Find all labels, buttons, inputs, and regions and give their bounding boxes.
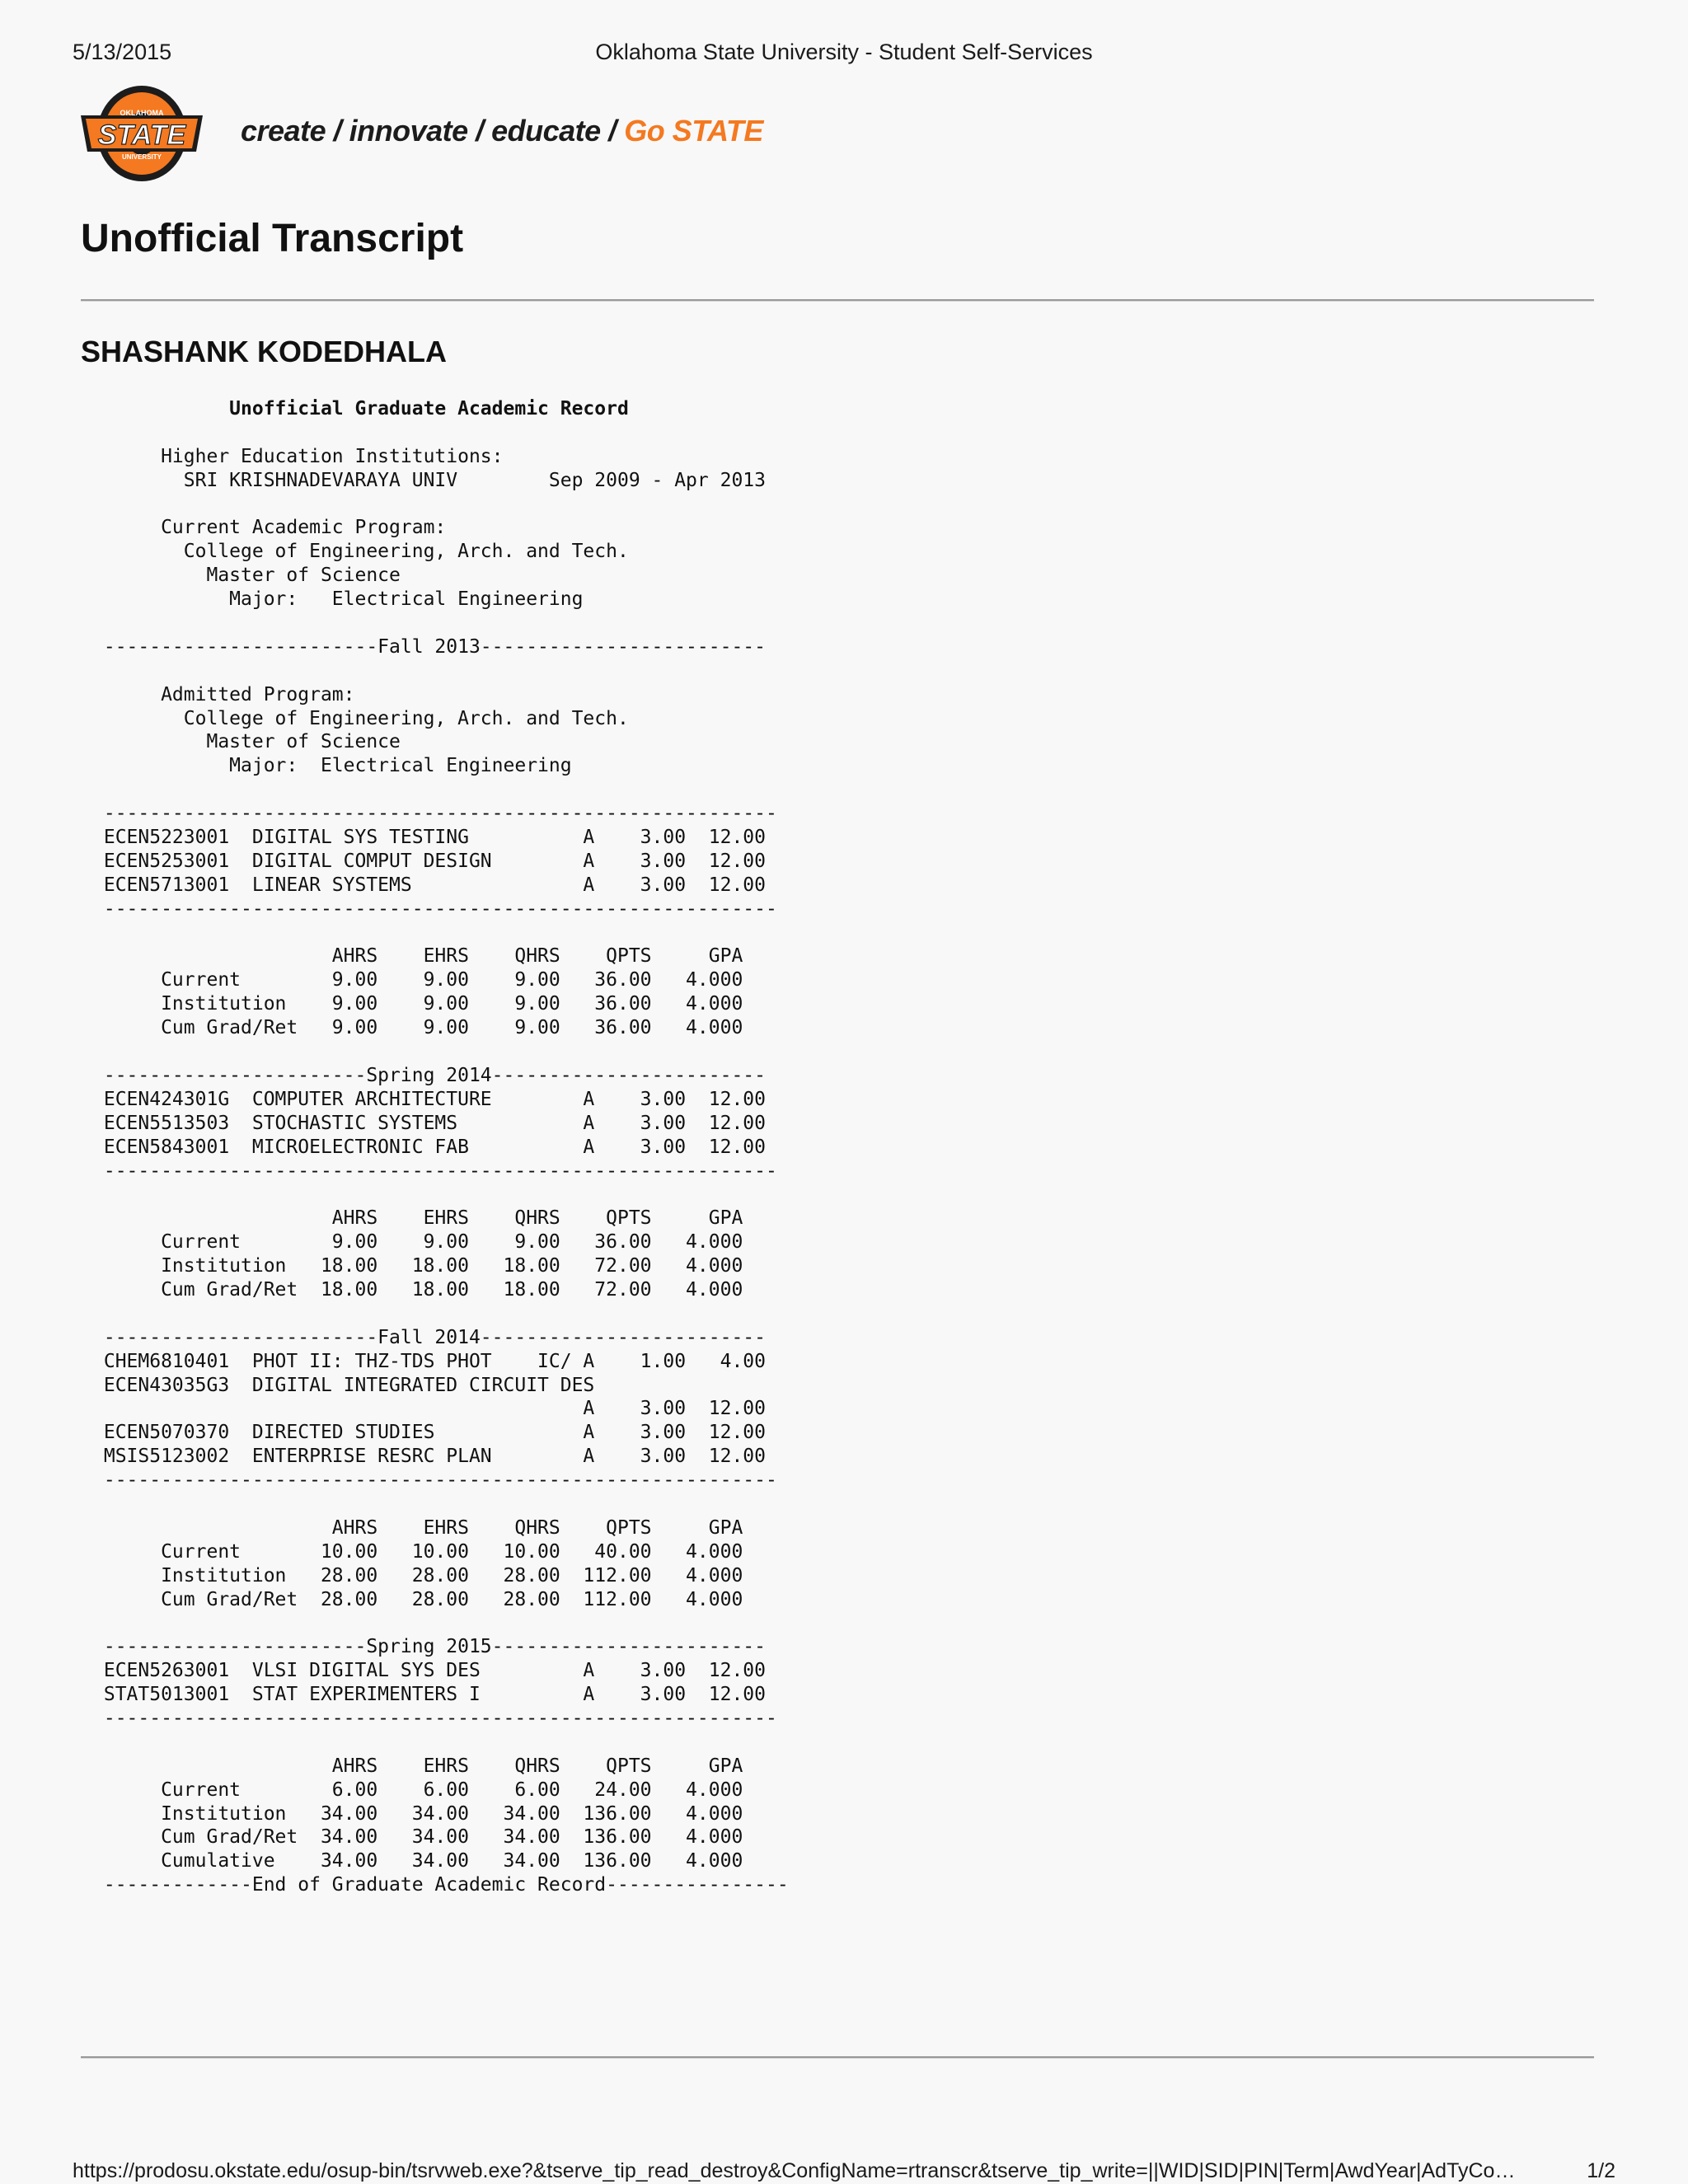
osu-logo[interactable] — [76, 82, 208, 185]
record-line: AHRS EHRS QHRS QPTS GPA — [92, 1516, 743, 1539]
print-date: 5/13/2015 — [73, 40, 172, 64]
record-line: Current 9.00 9.00 9.00 36.00 4.000 — [92, 1231, 743, 1254]
record-line — [92, 612, 789, 635]
record-line: A 3.00 12.00 — [92, 1398, 766, 1420]
record-line: Cum Grad/Ret 18.00 18.00 18.00 72.00 4.000 — [92, 1278, 743, 1301]
print-page-title: Oklahoma State University - Student Self-Services — [595, 40, 1093, 64]
record-line: Institution 18.00 18.00 18.00 72.00 4.000 — [92, 1255, 743, 1277]
tagline-go-state: Go STATE — [624, 114, 763, 148]
record-line: College of Engineering, Arch. and Tech. — [92, 541, 629, 563]
record-line: ------------------------Fall 2013------------------------- — [92, 635, 766, 658]
record-line — [92, 1611, 789, 1635]
record-title: Unofficial Graduate Academic Record — [92, 398, 629, 419]
record-line: College of Engineering, Arch. and Tech. — [92, 707, 629, 729]
record-line — [92, 1731, 789, 1755]
record-line: -----------------------Spring 2014------------------------ — [92, 1064, 766, 1086]
record-line: ----------------------------------------------------------- — [92, 1469, 777, 1492]
brand-tagline — [241, 114, 763, 148]
record-line: AHRS EHRS QHRS QPTS GPA — [92, 945, 743, 968]
osu-logo-mark — [76, 82, 208, 185]
record-line — [92, 421, 789, 445]
record-line — [92, 1302, 789, 1326]
record-line: Institution 34.00 34.00 34.00 136.00 4.000 — [92, 1802, 743, 1825]
divider-bottom — [81, 2056, 1594, 2059]
record-line — [92, 493, 789, 517]
record-line: STAT5013001 STAT EXPERIMENTERS I A 3.00 12.00 — [92, 1684, 766, 1706]
record-line: ----------------------------------------------------------- — [92, 1707, 777, 1729]
record-line: -----------------------Spring 2015------------------------ — [92, 1636, 766, 1658]
record-line: Major: Electrical Engineering — [92, 755, 572, 777]
record-line: ECEN43035G3 DIGITAL INTEGRATED CIRCUIT DES — [92, 1374, 595, 1396]
record-line: SRI KRISHNADEVARAYA UNIV Sep 2009 - Apr 2013 — [92, 469, 766, 491]
record-line: Major: Electrical Engineering — [92, 588, 584, 611]
record-line: -------------End of Graduate Academic Record---------------- — [92, 1874, 789, 1896]
svg-text:STATE: STATE — [97, 120, 186, 151]
record-line: Master of Science — [92, 731, 401, 753]
record-line: Current 6.00 6.00 6.00 24.00 4.000 — [92, 1779, 743, 1801]
record-line: CHEM6810401 PHOT II: THZ-TDS PHOT IC/ A 1.00 4.00 — [92, 1350, 766, 1372]
record-line: Admitted Program: — [92, 683, 355, 705]
record-line — [92, 1040, 789, 1064]
record-line: AHRS EHRS QHRS QPTS GPA — [92, 1755, 743, 1777]
record-line: Institution 28.00 28.00 28.00 112.00 4.000 — [92, 1564, 743, 1586]
record-line — [92, 921, 789, 945]
record-line: Cumulative 34.00 34.00 34.00 136.00 4.000 — [92, 1850, 743, 1872]
record-line: Cum Grad/Ret 28.00 28.00 28.00 112.00 4.000 — [92, 1588, 743, 1610]
record-line: Master of Science — [92, 565, 401, 587]
record-line: ECEN424301G COMPUTER ARCHITECTURE A 3.00 12.00 — [92, 1088, 766, 1110]
record-line: ECEN5713001 LINEAR SYSTEMS A 3.00 12.00 — [92, 874, 766, 896]
record-line: Higher Education Institutions: — [92, 445, 504, 467]
record-line: MSIS5123002 ENTERPRISE RESRC PLAN A 3.00 12.00 — [92, 1446, 766, 1468]
record-line: Cum Grad/Ret 34.00 34.00 34.00 136.00 4.000 — [92, 1826, 743, 1849]
record-line: ------------------------Fall 2014------------------------- — [92, 1326, 766, 1348]
print-header — [73, 40, 1615, 73]
page-title: Unofficial Transcript — [81, 217, 464, 260]
record-line: ECEN5843001 MICROELECTRONIC FAB A 3.00 12.00 — [92, 1136, 766, 1158]
record-line: ECEN5253001 DIGITAL COMPUT DESIGN A 3.00 12.00 — [92, 850, 766, 872]
record-line: ----------------------------------------------------------- — [92, 803, 777, 825]
record-line: ECEN5513503 STOCHASTIC SYSTEMS A 3.00 12.00 — [92, 1112, 766, 1134]
record-line — [92, 1493, 789, 1516]
record-line: Cum Grad/Ret 9.00 9.00 9.00 36.00 4.000 — [92, 1017, 743, 1039]
tagline-main: create / innovate / educate / — [241, 114, 625, 148]
record-line — [92, 659, 789, 683]
record-line — [92, 1183, 789, 1207]
record-line: ECEN5223001 DIGITAL SYS TESTING A 3.00 12.00 — [92, 827, 766, 849]
record-line: ECEN5263001 VLSI DIGITAL SYS DES A 3.00 12.00 — [92, 1660, 766, 1682]
record-line: AHRS EHRS QHRS QPTS GPA — [92, 1207, 743, 1230]
student-name: SHASHANK KODEDHALA — [81, 335, 448, 368]
record-line: Current 10.00 10.00 10.00 40.00 4.000 — [92, 1540, 743, 1563]
record-line: Current 9.00 9.00 9.00 36.00 4.000 — [92, 969, 743, 991]
record-line: ----------------------------------------------------------- — [92, 898, 777, 920]
page-url: https://prodosu.okstate.edu/osup-bin/tsrvweb.exe?&tserve_tip_read_destroy&ConfigName=rtranscr&tserve_tip_write=||WID|SID|PIN|Term|AwdYear|AdTyCo… — [73, 2159, 1516, 2182]
record-line: ECEN5070370 DIRECTED STUDIES A 3.00 12.00 — [92, 1422, 766, 1444]
svg-text:UNIVERSITY: UNIVERSITY — [121, 153, 162, 161]
record-line: Institution 9.00 9.00 9.00 36.00 4.000 — [92, 993, 743, 1015]
print-footer — [73, 2159, 1615, 2184]
academic-record — [92, 397, 789, 1897]
svg-text:OKLAHOMA: OKLAHOMA — [120, 109, 164, 117]
record-line: Current Academic Program: — [92, 517, 447, 539]
record-line: ----------------------------------------------------------- — [92, 1160, 777, 1182]
divider-top — [81, 299, 1594, 302]
page-number: 1/2 — [1587, 2159, 1615, 2182]
record-line — [92, 778, 789, 802]
